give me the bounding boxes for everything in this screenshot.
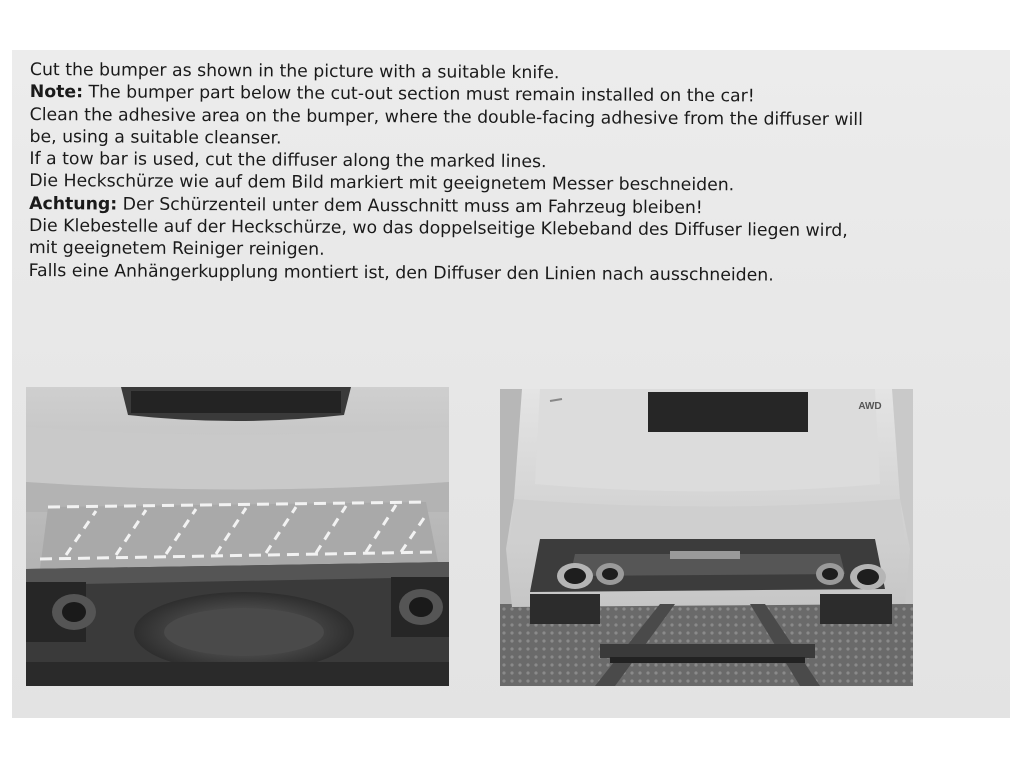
line-text: Clean the adhesive area on the bumper, where the double-facing adhesive from the diffuser will bbox=[29, 104, 863, 130]
line-text: mit geeignetem Reiniger reinigen. bbox=[28, 238, 325, 261]
line-text: Cut the bumper as shown in the picture with a suitable knife. bbox=[29, 59, 560, 84]
bumper-cut-photo bbox=[26, 387, 449, 686]
line-text: The bumper part below the cut-out section must remain installed on the car! bbox=[82, 82, 755, 107]
line-text: Die Klebestelle auf der Heckschürze, wo das doppelseitige Klebeband des Diffuser liegen wird, bbox=[28, 216, 848, 242]
line-text: Falls eine Anhängerkupplung montiert ist, den Diffuser den Linien nach ausschneiden. bbox=[28, 260, 774, 286]
car-rear-illustration bbox=[500, 389, 913, 686]
installed-diffuser-photo bbox=[500, 389, 913, 686]
line-text: be, using a suitable cleanser. bbox=[29, 126, 282, 149]
line-text: Der Schürzenteil unter dem Ausschnitt muss am Fahrzeug bleiben! bbox=[117, 194, 703, 218]
instruction-line bbox=[29, 260, 1004, 288]
instruction-text bbox=[29, 59, 1005, 288]
instruction-sheet bbox=[12, 50, 1010, 718]
note-label: Note: bbox=[29, 82, 84, 103]
line-text: If a tow bar is used, cut the diffuser along the marked lines. bbox=[29, 149, 547, 173]
line-text: Die Heckschürze wie auf dem Bild markiert mit geeignetem Messer beschneiden. bbox=[29, 171, 735, 196]
awd-badge: AWD bbox=[858, 401, 882, 412]
achtung-label: Achtung: bbox=[29, 193, 118, 215]
bumper-cut-illustration bbox=[26, 387, 449, 686]
